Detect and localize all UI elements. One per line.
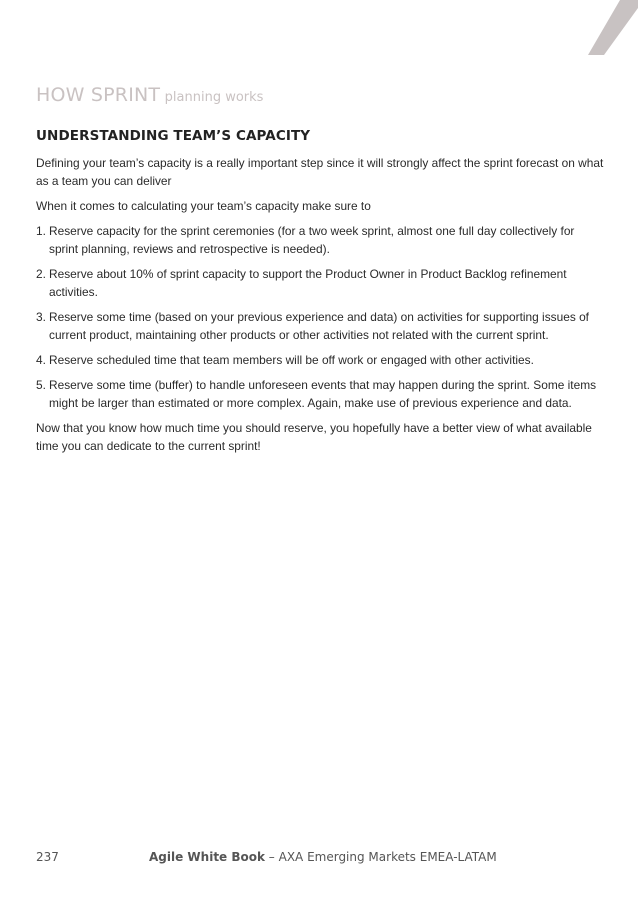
page-number: 237 [36,850,59,864]
chapter-header [36,84,263,106]
capacity-list [36,222,604,412]
intro-paragraph: Defining your team’s capacity is a really important step since it will strongly affect the sprint forecast on what as a team you can deliver [36,156,604,188]
corner-stripe-decoration [588,0,638,55]
list-item-number: 4. [36,353,46,367]
list-item [36,308,604,344]
list-item [36,222,604,258]
section-title: UNDERSTANDING TEAM’S CAPACITY [36,128,311,144]
list-item [36,265,604,301]
body-content [36,154,604,462]
list-item-number: 5. [36,378,46,392]
closing-paragraph: Now that you know how much time you should reserve, you hopefully have a better view of what available time you can dedicate to the current sprint! [36,421,592,453]
chapter-header-sub: planning works [164,90,264,105]
list-item-text: Reserve some time (based on your previous experience and data) on activities for supporting issues of current product, maintaining other products or other activities not related with the current sprint. [49,310,589,342]
list-item-number: 1. [36,224,46,238]
footer-book-title: Agile White Book [149,850,265,864]
footer-book-info [149,850,497,864]
list-item-text: Reserve some time (buffer) to handle unforeseen events that may happen during the sprint. Some items might be larger than estimated or more complex. Again, make use of previous experience and data. [49,378,597,410]
list-item-text: Reserve scheduled time that team members will be off work or engaged with other activities. [49,353,534,367]
footer-book-subtitle: – AXA Emerging Markets EMEA-LATAM [264,850,497,864]
list-item-number: 2. [36,267,46,281]
list-item-text: Reserve capacity for the sprint ceremonies (for a two week sprint, almost one full day collectively for sprint planning, reviews and retrospective is needed). [49,224,575,256]
lead-paragraph: When it comes to calculating your team’s capacity make sure to [36,199,371,213]
list-item-text: Reserve about 10% of sprint capacity to support the Product Owner in Product Backlog refinement activities. [49,267,567,299]
list-item [36,351,604,369]
list-item [36,376,604,412]
chapter-header-main: HOW SPRINT [36,84,161,106]
list-item-number: 3. [36,310,46,324]
